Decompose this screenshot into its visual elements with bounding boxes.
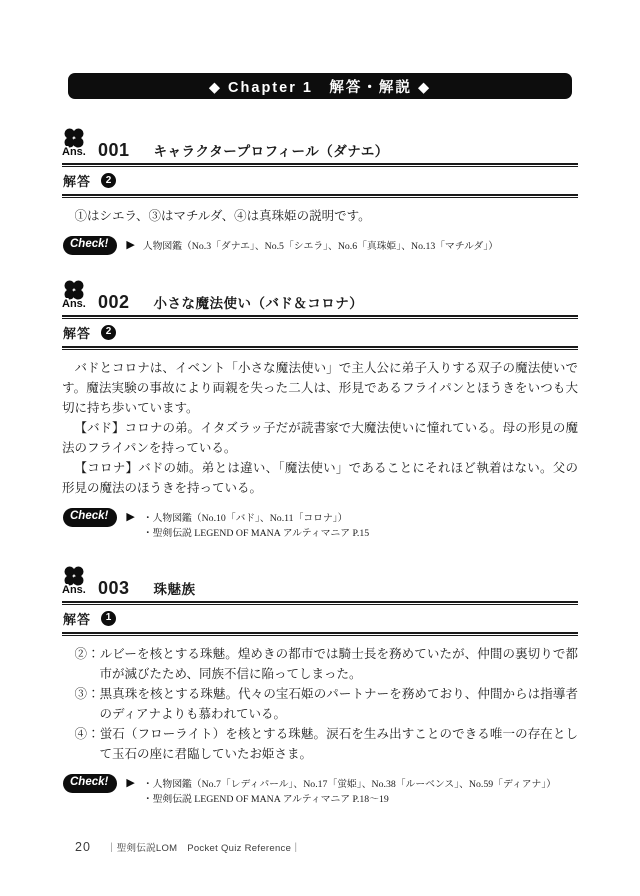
choice-explanation: ③：黒真珠を核とする珠魅。代々の宝石姫のパートナーを務めており、仲間からは指導者のディアナよりも慕われている。 <box>74 686 578 721</box>
answer-label: 解答 <box>63 174 92 189</box>
arrow-right-icon: ▶ <box>126 775 135 789</box>
ans-badge <box>62 281 98 308</box>
explanation-text <box>62 644 578 764</box>
answer-number: 001 <box>98 140 130 160</box>
check-item: ・人物図鑑（No.10「バド」、No.11「コロナ」） <box>142 512 348 524</box>
divider-rule <box>62 346 578 350</box>
answer-label: 解答 <box>63 611 92 627</box>
answer-choice-badge: 1 <box>101 611 116 626</box>
explanation-text <box>62 206 578 226</box>
ans-badge <box>62 567 98 594</box>
footer-reference: ｜聖剣伝説LOM Pocket Quiz Reference｜ <box>106 843 301 854</box>
explanation-paragraph: ①はシエラ、③はマチルダ、④は真珠姫の説明です。 <box>74 209 371 223</box>
check-reference <box>63 774 578 807</box>
choice-explanation: ④：蛍石（フローライト）を核とする珠魅。涙石を生み出すことのできる唯一の存在として玉石の座に君臨していたお姫さま。 <box>74 726 578 761</box>
check-reference <box>63 236 578 255</box>
explanation-paragraph: バドとコロナは、イベント「小さな魔法使い」で主人公に弟子入りする双子の魔法使いです。魔法実験の事故により両親を失った二人は、形見であるフライパンとほうきをいつも大切に持ち歩いています。 <box>62 360 578 415</box>
section-header <box>62 129 578 161</box>
ans-badge <box>62 129 98 156</box>
answer-row <box>62 319 578 346</box>
explanation-paragraph: 【バド】コロナの弟。イタズラッ子だが読書家で大魔法使いに憧れている。母の形見の魔法のフライパンを持っている。 <box>62 420 578 455</box>
answer-section-003 <box>62 567 578 807</box>
arrow-right-icon: ▶ <box>126 238 135 251</box>
check-item: ・聖剣伝説 LEGEND OF MANA アルティマニア P.18〜19 <box>142 793 389 805</box>
check-item: 人物図鑑（No.3「ダナエ」、No.5「シエラ」、No.6「真珠姫」、No.13「マチルダ」） <box>142 241 499 252</box>
answer-label: 解答 <box>63 325 92 341</box>
answer-choice-badge: 2 <box>101 173 116 188</box>
divider-rule <box>62 632 578 636</box>
explanation-text <box>62 358 578 498</box>
section-title: 珠魅族 <box>153 581 196 597</box>
check-item: ・人物図鑑（No.7「レディパール」、No.17「蛍姫」、No.38「ルーベンス」、No.59「ディアナ」） <box>142 778 557 790</box>
explanation-paragraph: 【コロナ】バドの姉。弟とは違い、「魔法使い」であることにそれほど執着はない。父の形見の魔法のほうきを持っている。 <box>62 460 578 495</box>
ans-label: Ans. <box>62 146 86 158</box>
answer-number: 002 <box>98 291 130 312</box>
page-number: 20 <box>75 840 91 854</box>
arrow-right-icon: ▶ <box>126 509 135 523</box>
check-item-list <box>143 508 369 541</box>
check-item: ・聖剣伝説 LEGEND OF MANA アルティマニア P.15 <box>142 527 370 539</box>
divider-rule <box>62 194 578 198</box>
check-badge: Check! <box>63 774 117 793</box>
answer-row <box>62 167 578 194</box>
section-header <box>62 567 578 599</box>
ans-label: Ans. <box>62 297 86 310</box>
check-item-list <box>143 774 556 807</box>
page-footer <box>75 840 301 854</box>
check-badge: Check! <box>63 236 117 255</box>
answer-number: 003 <box>98 577 130 598</box>
check-badge: Check! <box>63 508 117 527</box>
section-title: 小さな魔法使い（バド＆コロナ） <box>153 295 364 311</box>
check-item-list <box>143 236 498 254</box>
answer-choice-badge: 2 <box>101 325 116 340</box>
answer-section-001 <box>62 129 578 255</box>
choice-explanation: ②：ルビーを核とする珠魅。煌めきの都市では騎士長を務めていたが、仲間の裏切りで都市が滅びたため、同族不信に陥ってしまった。 <box>74 646 578 681</box>
chapter-header <box>68 73 572 99</box>
answer-row <box>62 605 578 632</box>
check-reference <box>63 508 578 541</box>
section-title: キャラクタープロフィール（ダナエ） <box>153 144 389 159</box>
answer-section-002 <box>62 281 578 541</box>
ans-label: Ans. <box>62 583 86 596</box>
chapter-title: ◆ Chapter 1 解答・解説 ◆ <box>208 79 432 96</box>
section-header <box>62 281 578 313</box>
